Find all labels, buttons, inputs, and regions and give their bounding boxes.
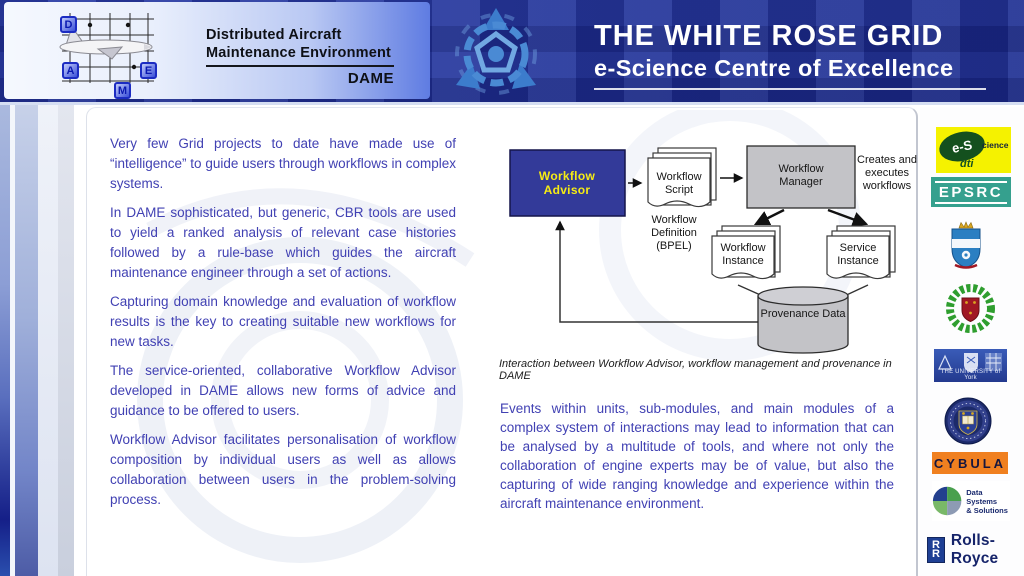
- partner-logo-sidebar: [920, 107, 1024, 576]
- dame-logo: [48, 5, 166, 101]
- dti-text: dti: [960, 158, 974, 170]
- epsrc-logo: [931, 177, 1011, 207]
- dame-letter-tile: D: [60, 16, 77, 33]
- body-paragraph: Workflow Advisor facilitates personalisation of workflow composition by individual users as well as allows collaboration between users in the problem-solving process.: [110, 432, 456, 507]
- script-note: Workflow Definition (BPEL): [651, 214, 697, 252]
- right-text-paragraph: Events within units, sub-modules, and main modules of a complex system of interactions may lead to information that can be analysed by a multitude of tools, and where not only the collaboration of engine experts may be of value, but also the capturing of wide ranging knowledge and experience within the aircraft maintenance environment.: [500, 401, 894, 511]
- wrg-underline: [594, 88, 986, 90]
- body-paragraph: In DAME sophisticated, but generic, CBR tools are used to yield a ranked analysis of relevant case histories followed by a rule-base which guides the aircraft maintenance engineer through a set of actions.: [110, 205, 456, 280]
- workflow-instance-label: Workflow Instance: [720, 242, 766, 267]
- script-label: Workflow Script: [656, 171, 702, 196]
- service-instance-label: Service Instance: [837, 242, 879, 267]
- dame-letter-tile: M: [114, 82, 131, 99]
- escience-text: cience: [982, 140, 1009, 150]
- dame-letter-tile: E: [140, 62, 157, 79]
- provenance-label: Provenance Data: [760, 308, 846, 320]
- epsrc-text: EPSRC: [935, 181, 1007, 204]
- manager-label: Workflow Manager: [778, 163, 824, 188]
- wrg-subtitle: e-Science Centre of Excellence: [594, 55, 954, 81]
- dame-logo-panel: [4, 2, 430, 99]
- dss-text-line1: Data Systems: [966, 487, 998, 506]
- white-rose-grid-icon: [448, 5, 544, 99]
- dss-sphere-icon: [932, 484, 962, 518]
- rolls-royce-text: Rolls-Royce: [950, 531, 999, 567]
- rolls-royce-rr-icon: R R: [927, 537, 945, 563]
- left-stripe-decoration: [0, 105, 86, 576]
- leeds-crest-icon: [946, 284, 995, 333]
- dss-text-line2: & Solutions: [966, 505, 1008, 515]
- cybula-logo: CYBULA: [932, 452, 1008, 474]
- advisor-label: Workflow Advisor: [538, 169, 596, 197]
- york-logo: [934, 349, 1007, 382]
- left-text-column: [110, 134, 456, 519]
- diagram-caption: Interaction between Workflow Advisor, workflow management and provenance in DAME: [499, 358, 892, 382]
- manager-note: Creates and executes workflows: [857, 154, 917, 192]
- dame-acronym: DAME: [347, 70, 394, 87]
- body-paragraph: Capturing domain knowledge and evaluation of workflow results is the key to creating suitable new workflows for new tasks.: [110, 294, 456, 349]
- sheffield-crest-icon: [947, 221, 985, 269]
- workflow-diagram: [500, 138, 918, 358]
- data-systems-solutions-logo: [932, 481, 1010, 521]
- rolls-royce-logo: [927, 531, 1017, 567]
- wrg-title: THE WHITE ROSE GRID: [594, 20, 944, 52]
- dame-letter-tile: A: [62, 62, 79, 79]
- body-paragraph: Very few Grid projects to date have made use of “intelligence” to guide users through workflows in complex systems.: [110, 136, 456, 191]
- dame-title-line2: Maintenance Environment: [206, 45, 394, 67]
- escience-globe-icon: e-S: [936, 128, 987, 166]
- oxford-crest-icon: [944, 394, 992, 448]
- dame-title-block: [206, 27, 394, 87]
- dame-title-line1: Distributed Aircraft: [206, 27, 342, 43]
- header-banner: [0, 0, 1024, 105]
- escience-dti-logo: [936, 127, 1011, 173]
- body-paragraph: The service-oriented, collaborative Workflow Advisor developed in DAME allows new forms of advice and guidance to be offered to users.: [110, 363, 456, 418]
- york-text: THE UNIVERSITY of York: [940, 369, 1001, 381]
- wrg-title-block: [594, 20, 1014, 82]
